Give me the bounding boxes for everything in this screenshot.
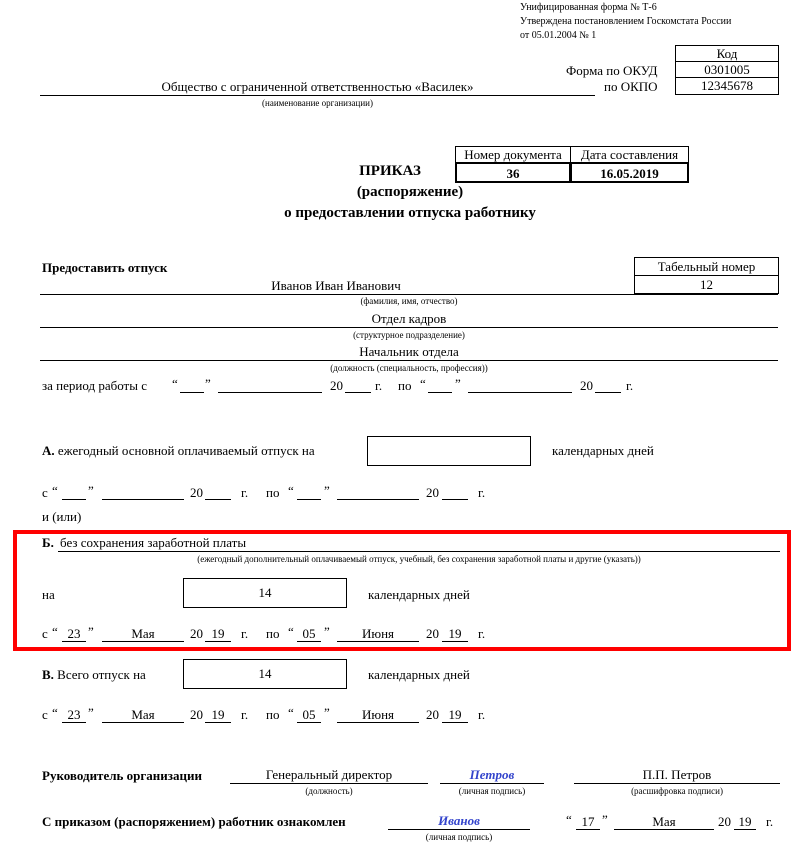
- ack-g: г.: [766, 814, 774, 829]
- section-v-po: по: [266, 707, 280, 722]
- section-b-from-day-line: [62, 641, 86, 642]
- head-decoded-caption: (расшифровка подписи): [631, 786, 723, 796]
- period-from-year: [345, 392, 371, 393]
- section-b-days-value: 14: [258, 585, 272, 600]
- section-a-to-year: [442, 499, 468, 500]
- head-position: Генеральный директор: [265, 767, 393, 782]
- section-v-days-box: [183, 659, 347, 689]
- ack-year-prefix: 20: [718, 814, 731, 829]
- ack-q-close: ”: [602, 812, 608, 827]
- period-q-close: ”: [205, 376, 211, 391]
- section-b-from-year-prefix: 20: [190, 626, 203, 641]
- period-to-year-prefix: 20: [580, 378, 593, 393]
- okud-label: Форма по ОКУД: [566, 63, 658, 78]
- section-v-to-month-line: [337, 722, 419, 723]
- section-a-po: по: [266, 485, 280, 500]
- section-v-from-day-line: [62, 722, 86, 723]
- organization-caption: (наименование организации): [262, 98, 373, 108]
- section-v-q-open: “: [52, 705, 58, 720]
- title-rasporyazhenie: (распоряжение): [356, 184, 464, 200]
- section-b-from-month: Мая: [131, 626, 155, 641]
- period-label: за период работы с: [42, 378, 147, 393]
- section-b-type-caption: (ежегодный дополнительный оплачиваемый отпуск, учебный, без сохранения заработной платы и другие (указать)): [197, 554, 641, 564]
- section-v-q-close: ”: [88, 705, 94, 720]
- doc-number: 36: [455, 162, 571, 183]
- section-v-days-label: календарных дней: [368, 667, 470, 682]
- section-b-to-month: Июня: [361, 626, 395, 641]
- section-a-from-year-prefix: 20: [190, 485, 203, 500]
- head-signature: Петров: [469, 767, 515, 782]
- form-note-line2: Утверждена постановлением Госкомстата России: [520, 16, 732, 27]
- head-signature-line: [440, 783, 544, 784]
- department-caption: (структурное подразделение): [353, 330, 465, 340]
- section-b-to-day-line: [297, 641, 321, 642]
- employee-department: Отдел кадров: [371, 311, 447, 326]
- section-a-g2: г.: [478, 485, 486, 500]
- period-g1: г.: [375, 378, 383, 393]
- section-v-g1: г.: [241, 707, 249, 722]
- section-a-to-day: [297, 499, 321, 500]
- and-or: и (или): [42, 509, 82, 524]
- tab-number-value: 12: [634, 275, 779, 294]
- section-a-q-close: ”: [88, 483, 94, 498]
- section-a-s: с: [42, 485, 48, 500]
- tab-number-header: Табельный номер: [634, 257, 779, 276]
- period-from-day: [180, 392, 204, 393]
- head-signature-caption: (личная подпись): [458, 786, 526, 796]
- grant-label: Предоставить отпуск: [42, 260, 168, 275]
- section-b-to-year-line: [442, 641, 468, 642]
- section-v-from-year: 19: [211, 707, 225, 722]
- section-b-s: с: [42, 626, 48, 641]
- section-v-to-day-line: [297, 722, 321, 723]
- ack-signature-line: [388, 829, 530, 830]
- ack-q-open: “: [566, 812, 572, 827]
- okud-value: 0301005: [675, 61, 779, 78]
- kod-header: Код: [675, 45, 779, 62]
- section-v-from-month: Мая: [131, 707, 155, 722]
- section-v-q-close2: ”: [324, 705, 330, 720]
- ack-day-line: [576, 829, 600, 830]
- head-label: Руководитель организации: [42, 768, 202, 783]
- section-v-to-month: Июня: [361, 707, 395, 722]
- section-a-q-close2: ”: [324, 483, 330, 498]
- section-b-q-close2: ”: [324, 624, 330, 639]
- section-b-to-year: 19: [448, 626, 462, 641]
- period-q-open: “: [172, 376, 178, 391]
- section-b-g2: г.: [478, 626, 486, 641]
- section-b-from-month-line: [102, 641, 184, 642]
- section-b-po: по: [266, 626, 280, 641]
- doc-date-header: Дата составления: [570, 146, 689, 163]
- section-b-to-month-line: [337, 641, 419, 642]
- doc-date: 16.05.2019: [570, 162, 689, 183]
- section-v-from-day: 23: [67, 707, 81, 722]
- okpo-value: 12345678: [675, 77, 779, 95]
- section-v-q-open2: “: [288, 705, 294, 720]
- section-v-text: [42, 667, 146, 683]
- section-b-q-open: “: [52, 624, 58, 639]
- form-note-line3: от 05.01.2004 № 1: [520, 30, 597, 41]
- period-g2: г.: [626, 378, 634, 393]
- period-q-open2: “: [420, 376, 426, 391]
- ack-label: С приказом (распоряжением) работник ознакомлен: [42, 814, 346, 829]
- position-underline: [40, 360, 778, 361]
- section-a-from-month: [102, 499, 184, 500]
- section-a-q-open: “: [52, 483, 58, 498]
- head-decoded-line: [574, 783, 780, 784]
- section-v-g2: г.: [478, 707, 486, 722]
- section-b-type-underline: [58, 551, 780, 552]
- section-b-g1: г.: [241, 626, 249, 641]
- period-from-month: [218, 392, 322, 393]
- section-v-days-value: 14: [258, 666, 272, 681]
- form-note-line1: Унифицированная форма № Т-6: [520, 2, 657, 13]
- fio-underline: [40, 294, 778, 295]
- section-a-days-label: календарных дней: [552, 443, 654, 458]
- period-from-year-prefix: 20: [330, 378, 343, 393]
- section-b-from-year: 19: [211, 626, 225, 641]
- ack-month: Мая: [652, 814, 676, 829]
- section-v-to-year-prefix: 20: [426, 707, 439, 722]
- period-po: по: [398, 378, 412, 393]
- section-b-from-year-line: [205, 641, 231, 642]
- section-b-q-close: ”: [88, 624, 94, 639]
- ack-day: 17: [581, 814, 595, 829]
- head-position-line: [230, 783, 428, 784]
- doc-number-header: Номер документа: [455, 146, 571, 163]
- period-q-close2: ”: [455, 376, 461, 391]
- section-b-days-box: [183, 578, 347, 608]
- organization-name: Общество с ограниченной ответственностью «Василек»: [161, 79, 474, 94]
- section-b-letter: Б.: [42, 535, 54, 550]
- ack-year-line: [734, 829, 756, 830]
- section-a-letter: А.: [42, 443, 55, 458]
- section-b-type: без сохранения заработной платы: [60, 535, 247, 550]
- title-prikaz: ПРИКАЗ: [359, 163, 421, 179]
- period-to-year: [595, 392, 621, 393]
- section-b-to-day: 05: [302, 626, 316, 641]
- section-a-from-year: [205, 499, 231, 500]
- ack-signature-caption: (личная подпись): [425, 832, 493, 842]
- section-b-from-day: 23: [67, 626, 81, 641]
- organization-underline: [40, 95, 595, 96]
- section-a-to-month: [337, 499, 419, 500]
- department-underline: [40, 327, 778, 328]
- section-v-to-day: 05: [302, 707, 316, 722]
- section-b-q-open2: “: [288, 624, 294, 639]
- head-position-caption: (должность): [305, 786, 353, 796]
- head-decoded: П.П. Петров: [642, 767, 712, 782]
- employee-position: Начальник отдела: [359, 344, 459, 359]
- section-a-to-year-prefix: 20: [426, 485, 439, 500]
- period-to-day: [428, 392, 452, 393]
- period-to-month: [468, 392, 572, 393]
- section-a-days-box: [367, 436, 531, 466]
- section-v-s: с: [42, 707, 48, 722]
- ack-year: 19: [738, 814, 752, 829]
- section-a-from-day: [62, 499, 86, 500]
- position-caption: (должность (специальность, профессия)): [330, 363, 488, 373]
- section-b-days-label: календарных дней: [368, 587, 470, 602]
- employee-fio: Иванов Иван Иванович: [271, 278, 401, 293]
- ack-month-line: [614, 829, 714, 830]
- section-v-from-month-line: [102, 722, 184, 723]
- section-a-description: ежегодный основной оплачиваемый отпуск на: [57, 443, 315, 458]
- ack-signature: Иванов: [438, 813, 480, 828]
- section-b-to-year-prefix: 20: [426, 626, 439, 641]
- section-v-to-year-line: [442, 722, 468, 723]
- section-a-text: [42, 443, 315, 459]
- section-a-q-open2: “: [288, 483, 294, 498]
- section-v-from-year-prefix: 20: [190, 707, 203, 722]
- fio-caption: (фамилия, имя, отчество): [360, 296, 458, 306]
- section-b-na: на: [42, 587, 55, 602]
- title-subject: о предоставлении отпуска работнику: [284, 205, 536, 221]
- okpo-label: по ОКПО: [604, 79, 658, 94]
- section-v-from-year-line: [205, 722, 231, 723]
- section-v-to-year: 19: [448, 707, 462, 722]
- section-v-description: Всего отпуск на: [57, 667, 146, 682]
- section-v-letter: В.: [42, 667, 54, 682]
- section-a-g1: г.: [241, 485, 249, 500]
